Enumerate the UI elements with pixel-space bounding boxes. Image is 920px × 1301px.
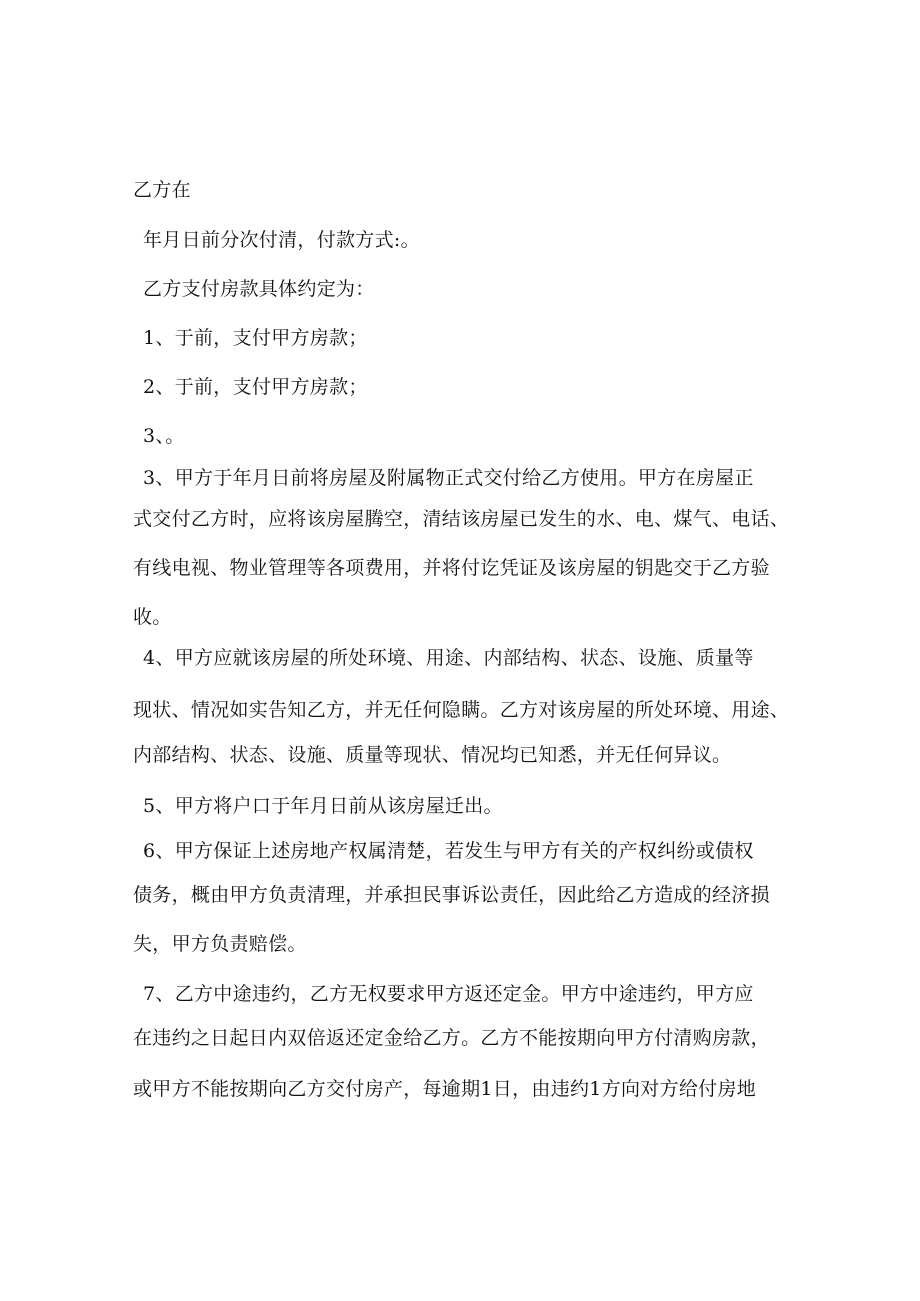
text-line: 式交付乙方时，应将该房屋腾空，清结该房屋已发生的水、电、煤气、电话、 xyxy=(133,508,790,530)
text-line: 4、甲方应就该房屋的所处环境、用途、内部结构、状态、设施、质量等 xyxy=(143,647,754,669)
text-line: 失，甲方负责赔偿。 xyxy=(133,933,307,955)
text-line: 5、甲方将户口于年月日前从该房屋迁出。 xyxy=(143,795,503,817)
text-line: 现状、情况如实告知乙方，并无任何隐瞒。乙方对该房屋的所处环境、用途、 xyxy=(133,699,790,721)
text-line: 有线电视、物业管理等各项费用，并将付讫凭证及该房屋的钥匙交于乙方验 xyxy=(133,557,770,579)
text-line: 6、甲方保证上述房地产权属清楚，若发生与甲方有关的产权纠纷或债权 xyxy=(143,840,754,862)
text-line: 乙方支付房款具体约定为： xyxy=(143,278,375,300)
text-line: 内部结构、状态、设施、质量等现状、情况均已知悉，并无任何异议。 xyxy=(133,744,732,766)
text-line: 债务，概由甲方负责清理，并承担民事诉讼责任，因此给乙方造成的经济损 xyxy=(133,884,770,906)
text-line: 3、。 xyxy=(143,425,185,447)
text-line: 7、乙方中途违约，乙方无权要求甲方返还定金。甲方中途违约，甲方应 xyxy=(143,983,754,1005)
text-line: 3、甲方于年月日前将房屋及附属物正式交付给乙方使用。甲方在房屋正 xyxy=(143,467,754,489)
text-line: 收。 xyxy=(133,606,172,628)
text-line: 1、于前，支付甲方房款； xyxy=(143,327,368,349)
text-line: 乙方在 xyxy=(133,179,191,201)
text-line: 2、于前，支付甲方房款； xyxy=(143,376,368,398)
text-line: 或甲方不能按期向乙方交付房产，每逾期1日，由违约1方向对方给付房地 xyxy=(133,1078,757,1100)
text-line: 在违约之日起日内双倍返还定金给乙方。乙方不能按期向甲方付清购房款， xyxy=(133,1027,770,1049)
text-line: 年月日前分次付清，付款方式:。 xyxy=(143,229,420,251)
